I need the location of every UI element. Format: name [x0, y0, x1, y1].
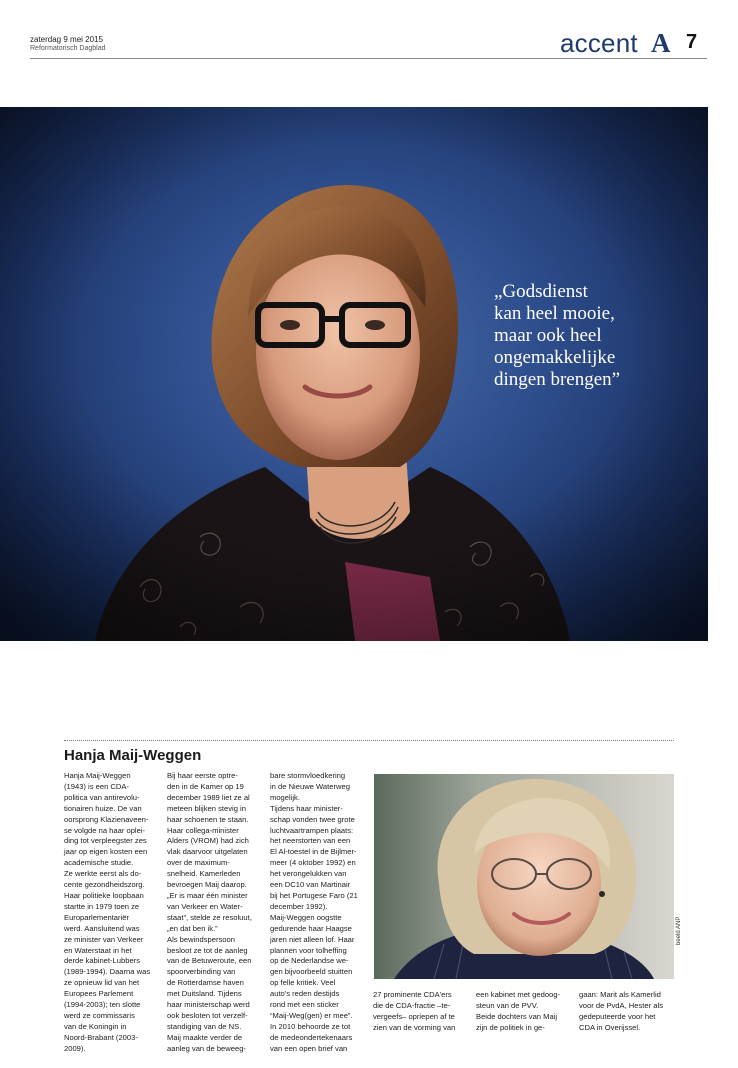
secondary-portrait-photo — [374, 774, 674, 979]
pull-quote: „Godsdienst kan heel mooie, maar ook heel ongemakkelijke dingen brengen” — [494, 281, 621, 390]
article-column-1: Hanja Maij-Weggen (1943) is een CDA- politica van antirevolu- tionairen huize. De van oorsprong Klazienaveen- se volgde na haar oplei- ding tot verpleegster zes jaar op eigen kosten een academische studie. Ze werkte eerst als do- cente gezondheidszorg. Haar politieke loopbaan startte in 1979 toen ze Europarlementariër werd. Aansluitend was ze minister van Verkeer en Waterstaat in het derde kabinet-Lubbers (1989-1994). Daarna was ze opnieuw lid van het Europees Parlement (1994-2003); ten slotte werd ze commissaris van de Koningin in Noord-Brabant (2003- 2009). — [64, 771, 151, 1053]
section-logo: A — [651, 28, 671, 58]
article-column-5: een kabinet met gedoog- steun van de PVV. Beide dochters van Maij zijn de politiek in ge- — [476, 990, 561, 1032]
page-number: 7 — [686, 31, 698, 53]
article-title: Hanja Maij-Weggen — [64, 747, 202, 764]
article-column-4: 27 prominente CDA'ers die de CDA-fractie –te- vergeefs– opriepen af te zien van de vorming van — [373, 990, 456, 1032]
hero-portrait-photo — [0, 107, 708, 641]
newspaper-name: Reformatorisch Dagblad — [30, 45, 106, 52]
issue-date: zaterdag 9 mei 2015 — [30, 35, 103, 44]
article-column-6: gaan: Marit als Kamerlid voor de PvdA, Hester als gedeputeerde voor het CDA in Overijssel. — [579, 990, 663, 1032]
article-column-2: Bij haar eerste optre- den in de Kamer op 19 december 1989 liet ze al meteen blijken stevig in haar schoenen te staan. Haar collega-minister Alders (VROM) had zich vlak daarvoor uitgelaten over de maximum- snelheid. Kamerleden bevroegen Maij daarop. „Er is maar één minister van Verkeer en Water- staat”, stelde ze resoluut, „en dat ben ik.” Als bewindspersoon besloot ze tot de aanleg van de Betuweroute, een spoorverbinding van de Rotterdamse haven met Duitsland. Tijdens haar ministerschap werd ook besloten tot verzelf- standiging van de NS. Maij maakte verder de aanleg van de beweeg- — [167, 771, 252, 1053]
article-column-3: bare stormvloedkering in de Nieuwe Waterweg mogelijk. Tijdens haar minister- schap vonden twee grote luchtvaartrampen plaats: het neerstorten van een El Al-toestel in de Bijlmer- meer (4 oktober 1992) en het verongelukken van een DC10 van Martinair bij het Portugese Faro (21 december 1992). Maij-Weggen oogstte gedurende haar Haagse jaren niet alleen lof. Haar plannen voor tolheffing op de Nederlandse we- gen bijvoorbeeld stuitten op felle kritiek. Veel auto's reden destijds rond met een sticker “Maij-Weg(gen) er mee”. In 2010 behoorde ze tot de medeondertekenaars van een open brief van — [270, 771, 358, 1053]
header-divider — [30, 58, 707, 59]
secondary-portrait-illustration — [374, 774, 674, 979]
section-name: accent — [560, 28, 638, 58]
article-divider — [64, 740, 674, 741]
photo-credit: beeld ANP — [676, 916, 682, 945]
